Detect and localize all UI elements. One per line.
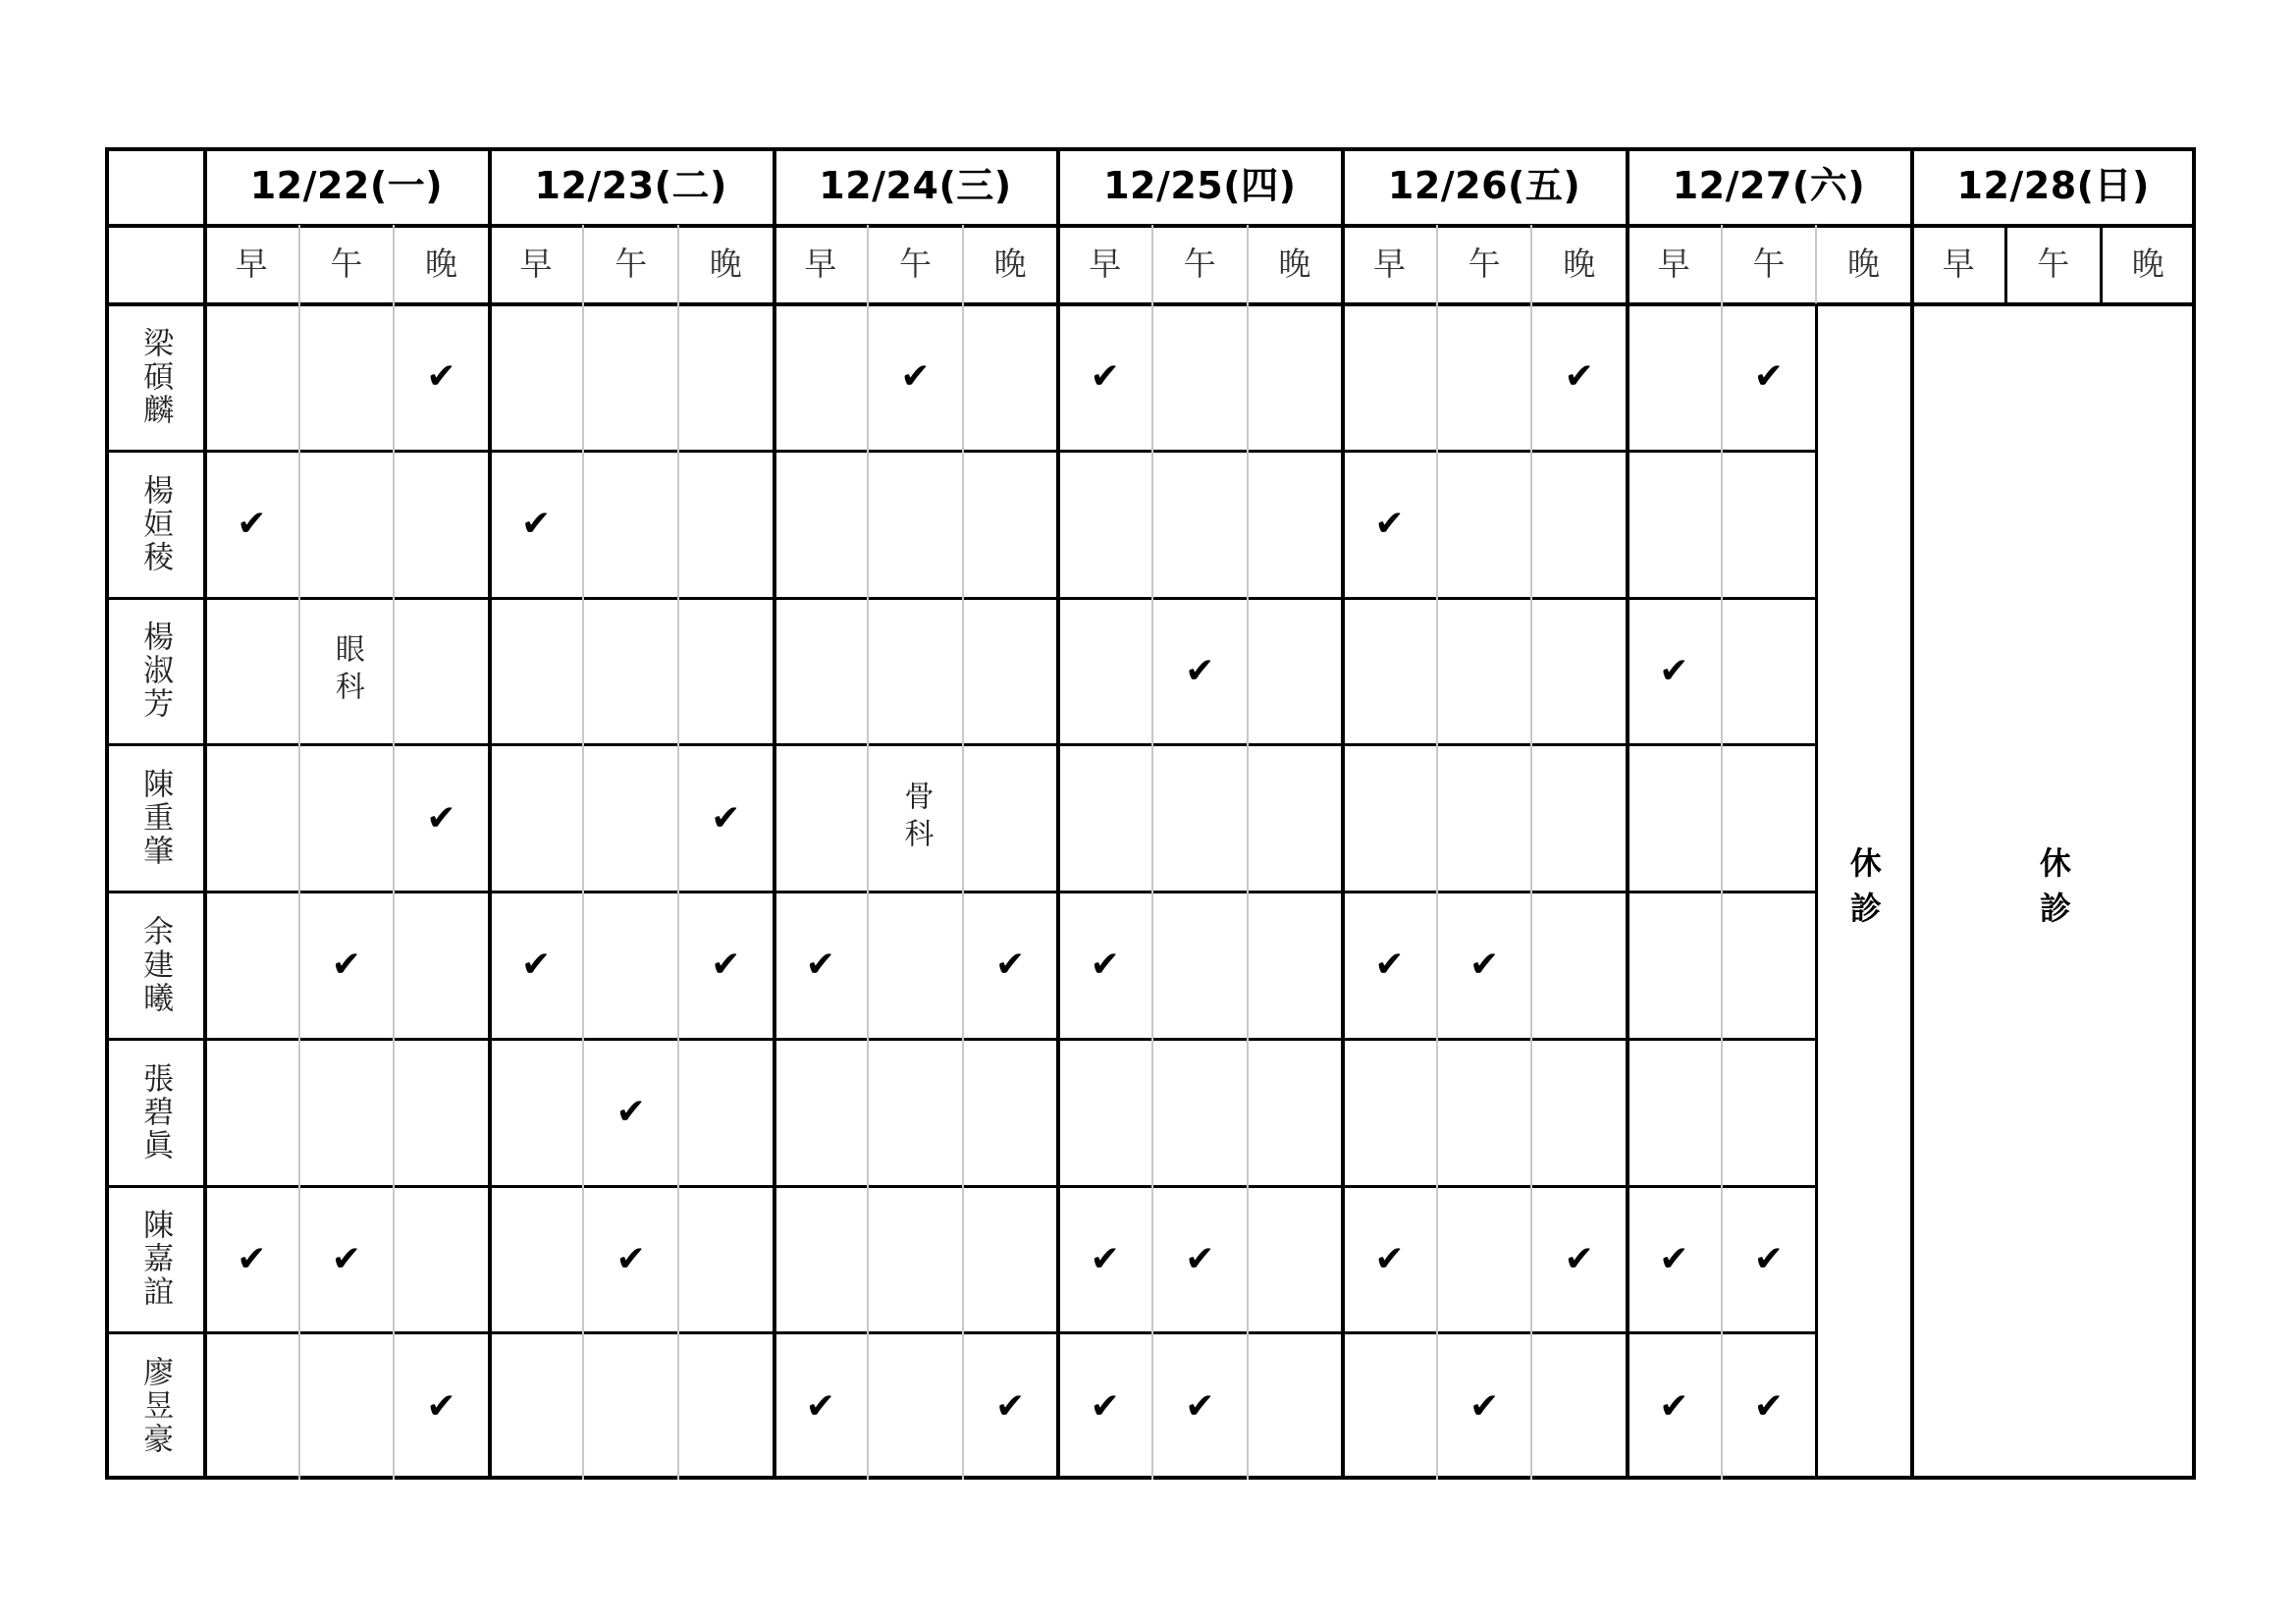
grid-line	[1626, 147, 1629, 1480]
shift-check-mark: ✔	[521, 945, 552, 986]
day-header: 12/22(一)	[249, 163, 444, 207]
doctor-name: 余建曦	[137, 914, 174, 1015]
shift-check-mark: ✔	[1469, 1385, 1500, 1427]
shift-check-mark: ✔	[1469, 945, 1500, 986]
slot-header: 早	[1657, 244, 1690, 284]
grid-line	[393, 225, 395, 303]
grid-line	[105, 743, 1816, 746]
shift-check-mark: ✔	[237, 504, 267, 545]
grid-line	[1151, 303, 1153, 1480]
slot-header: 早	[235, 244, 268, 284]
shift-check-mark: ✔	[900, 356, 931, 398]
grid-line	[2100, 225, 2103, 303]
shift-check-mark: ✔	[1753, 1238, 1784, 1279]
slot-header: 午	[898, 244, 932, 284]
closed-label: 休診	[1844, 846, 1883, 937]
grid-line	[105, 302, 2196, 306]
grid-line	[1436, 303, 1438, 1480]
grid-line	[1151, 225, 1153, 303]
slot-header: 晚	[1846, 244, 1880, 284]
grid-line	[298, 225, 300, 303]
slot-header: 午	[330, 244, 363, 284]
grid-line	[105, 147, 2196, 151]
grid-line	[1436, 225, 1438, 303]
shift-check-mark: ✔	[711, 945, 741, 986]
shift-check-mark: ✔	[1185, 1238, 1215, 1279]
grid-line	[105, 1476, 2196, 1480]
slot-header: 晚	[709, 244, 742, 284]
grid-line	[105, 1185, 1816, 1188]
shift-check-mark: ✔	[521, 504, 552, 545]
doctor-name: 楊姮稜	[137, 473, 174, 574]
slot-header: 晚	[2131, 244, 2164, 284]
shift-check-mark: ✔	[1753, 1385, 1784, 1427]
slot-header: 午	[614, 244, 648, 284]
shift-check-mark: ✔	[331, 1238, 361, 1279]
specialty-note: 骨科	[898, 781, 934, 856]
grid-line	[1247, 303, 1249, 1480]
grid-line	[1815, 225, 1817, 303]
slot-header: 早	[519, 244, 553, 284]
clinic-schedule-table	[105, 147, 2203, 1480]
shift-check-mark: ✔	[995, 945, 1026, 986]
shift-check-mark: ✔	[1090, 1238, 1120, 1279]
doctor-name: 張碧眞	[137, 1061, 174, 1163]
day-header: 12/24(三)	[819, 163, 1012, 207]
slot-header: 早	[1089, 244, 1122, 284]
grid-line	[105, 1331, 1816, 1334]
shift-check-mark: ✔	[1753, 356, 1784, 398]
shift-check-mark: ✔	[1659, 1238, 1689, 1279]
doctor-name: 楊淑芳	[137, 621, 174, 722]
grid-line	[105, 147, 109, 1480]
grid-line	[582, 303, 584, 1480]
grid-line	[105, 450, 1816, 453]
grid-line	[203, 147, 207, 1480]
shift-check-mark: ✔	[426, 1385, 456, 1427]
shift-check-mark: ✔	[805, 945, 835, 986]
grid-line	[582, 225, 584, 303]
shift-check-mark: ✔	[331, 945, 361, 986]
day-header: 12/25(四)	[1103, 163, 1297, 207]
day-header: 12/26(五)	[1387, 163, 1581, 207]
shift-check-mark: ✔	[805, 1385, 835, 1427]
grid-line	[1341, 147, 1345, 1480]
slot-header: 晚	[1278, 244, 1311, 284]
grid-line	[1721, 303, 1723, 1480]
grid-line	[105, 597, 1816, 600]
grid-line	[867, 225, 869, 303]
doctor-name: 梁碩麟	[137, 326, 174, 427]
grid-line	[105, 891, 1816, 893]
slot-header: 晚	[1563, 244, 1596, 284]
shift-check-mark: ✔	[1090, 356, 1120, 398]
grid-line	[2004, 225, 2007, 303]
slot-header: 早	[804, 244, 837, 284]
shift-check-mark: ✔	[1374, 1238, 1405, 1279]
shift-check-mark: ✔	[1185, 1385, 1215, 1427]
shift-check-mark: ✔	[1374, 504, 1405, 545]
shift-check-mark: ✔	[711, 797, 741, 839]
slot-header: 晚	[424, 244, 457, 284]
slot-header: 午	[1183, 244, 1216, 284]
grid-line	[962, 225, 964, 303]
grid-line	[962, 303, 964, 1480]
shift-check-mark: ✔	[1090, 945, 1120, 986]
doctor-name: 陳嘉誼	[137, 1209, 174, 1310]
shift-check-mark: ✔	[1659, 650, 1689, 691]
shift-check-mark: ✔	[1185, 650, 1215, 691]
doctor-name: 廖昱豪	[137, 1356, 174, 1457]
shift-check-mark: ✔	[995, 1385, 1026, 1427]
grid-line	[1530, 303, 1532, 1480]
grid-line	[1530, 225, 1532, 303]
grid-line	[773, 147, 776, 1480]
slot-header: 早	[1372, 244, 1406, 284]
grid-line	[677, 303, 679, 1480]
grid-line	[105, 1038, 1816, 1041]
slot-header: 晚	[993, 244, 1027, 284]
day-header: 12/28(日)	[1956, 163, 2150, 207]
grid-line	[2192, 147, 2196, 1480]
grid-line	[1247, 225, 1249, 303]
doctor-name: 陳重肇	[137, 768, 174, 869]
grid-line	[298, 303, 300, 1480]
grid-line	[105, 224, 2196, 228]
shift-check-mark: ✔	[426, 356, 456, 398]
day-header: 12/27(六)	[1672, 163, 1866, 207]
closed-label: 休診	[2034, 846, 2072, 937]
shift-check-mark: ✔	[1090, 1385, 1120, 1427]
day-header: 12/23(二)	[534, 163, 727, 207]
shift-check-mark: ✔	[1564, 356, 1594, 398]
grid-line	[867, 303, 869, 1480]
shift-check-mark: ✔	[426, 797, 456, 839]
shift-check-mark: ✔	[615, 1092, 646, 1133]
slot-header: 午	[1752, 244, 1786, 284]
grid-line	[1910, 147, 1914, 1480]
grid-line	[488, 147, 492, 1480]
grid-line	[677, 225, 679, 303]
slot-header: 午	[1468, 244, 1501, 284]
specialty-note: 眼科	[329, 633, 364, 709]
grid-line	[1056, 147, 1060, 1480]
slot-header: 午	[2037, 244, 2070, 284]
shift-check-mark: ✔	[1564, 1238, 1594, 1279]
grid-line	[1815, 303, 1818, 1480]
grid-line	[393, 303, 395, 1480]
shift-check-mark: ✔	[1659, 1385, 1689, 1427]
grid-line	[1721, 225, 1723, 303]
shift-check-mark: ✔	[615, 1238, 646, 1279]
shift-check-mark: ✔	[237, 1238, 267, 1279]
shift-check-mark: ✔	[1374, 945, 1405, 986]
slot-header: 早	[1942, 244, 1975, 284]
